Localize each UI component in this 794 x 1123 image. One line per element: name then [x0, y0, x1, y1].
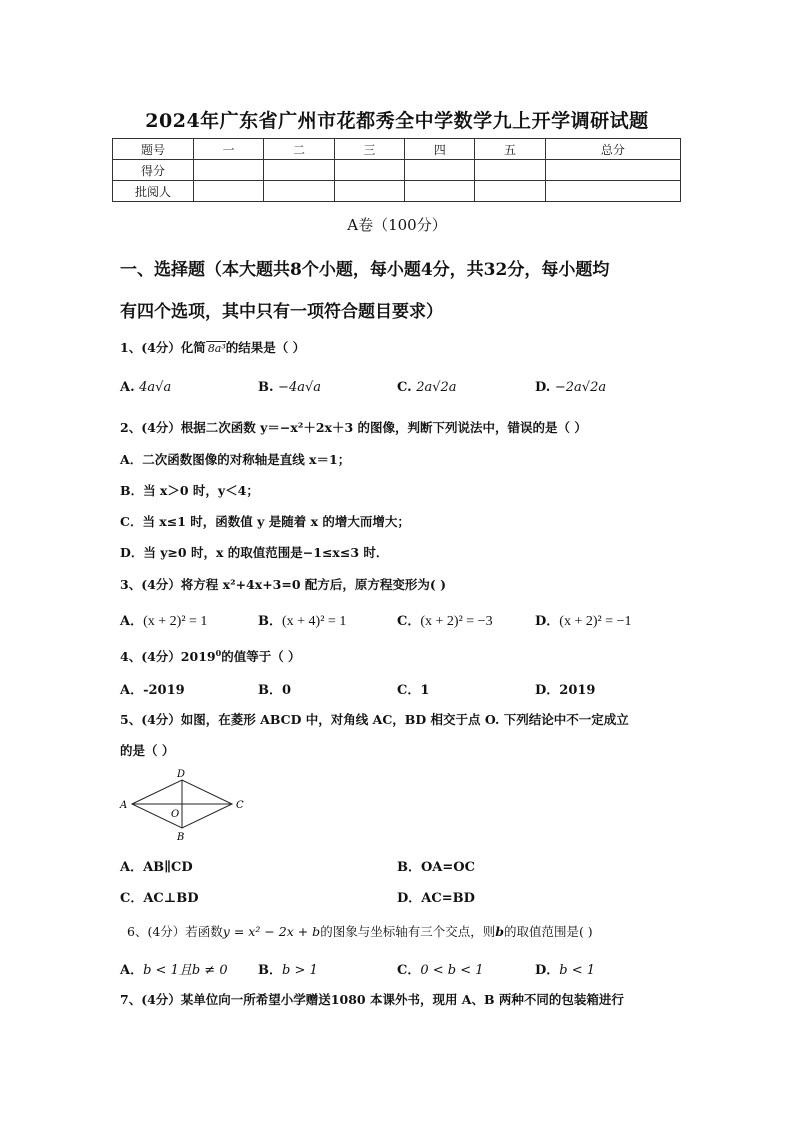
score-cell — [545, 160, 680, 181]
option-label: C． — [397, 614, 421, 629]
q3-option-b — [258, 610, 346, 630]
score-cell — [405, 181, 475, 202]
option-value: b < 1且b ≠ 0 — [143, 963, 228, 978]
q3-option-d — [535, 610, 632, 630]
header-cell: 三 — [334, 139, 404, 160]
score-table-header-row — [113, 139, 681, 160]
section-a-heading: A卷（100分） — [347, 216, 447, 234]
q5-option-d: D．AC=BD — [397, 891, 475, 906]
q4-option-c: C．1 — [397, 683, 430, 698]
q4-stem-pre: 4、(4分）2019 — [120, 649, 216, 664]
score-row — [113, 160, 681, 181]
question-6-stem — [127, 922, 593, 940]
q4-stem-post: 的值等于（ ） — [221, 649, 301, 664]
q6-option-d — [535, 959, 595, 978]
option-label: B． — [258, 614, 282, 629]
option-value: (x + 4)² = 1 — [282, 614, 347, 629]
option-label: B． — [258, 963, 282, 978]
option-value: (x + 2)² = −1 — [559, 614, 632, 629]
score-cell — [264, 181, 334, 202]
option-value: −4a√a — [278, 380, 321, 395]
question-2-stem: 2、(4分）根据二次函数 y＝−x²＋2x＋3 的图像，判断下列说法中，错误的是（ ） — [120, 420, 587, 435]
q6-stem-pre: 6、(4分）若函数 — [127, 924, 223, 939]
header-cell: 二 — [264, 139, 334, 160]
q6-option-c — [397, 959, 484, 978]
part1-heading-line2: 有四个选项，其中只有一项符合题目要求） — [120, 302, 443, 322]
q4-option-a: A．-2019 — [120, 683, 185, 698]
q1-option-a — [120, 380, 171, 395]
q1-option-d — [535, 380, 606, 395]
question-5-stem-line1: 5、(4分）如图，在菱形 ABCD 中，对角线 AC，BD 相交于点 O. 下列结论中不一定成立 — [120, 712, 629, 727]
q3-option-a — [120, 610, 207, 630]
option-value: b > 1 — [282, 963, 318, 978]
question-4-stem — [120, 647, 301, 665]
q6-option-b — [258, 959, 318, 978]
score-cell — [475, 160, 545, 181]
q4-option-b: B．0 — [258, 683, 292, 698]
option-label: A． — [120, 963, 144, 978]
q1-option-b — [258, 380, 321, 395]
reviewer-row — [113, 181, 681, 202]
q2-option-a: A．二次函数图像的对称轴是直线 x＝1； — [120, 452, 351, 467]
question-3-stem: 3、(4分）将方程 x²+4x+3=0 配方后，原方程变形为( ) — [120, 577, 447, 592]
option-label: C. — [397, 380, 412, 395]
header-cell: 总分 — [545, 139, 680, 160]
score-cell — [405, 160, 475, 181]
question-1-stem — [120, 338, 305, 356]
q4-option-d: D．2019 — [535, 683, 596, 698]
q6-variable: b — [495, 924, 504, 939]
option-value: 0 < b < 1 — [420, 963, 484, 978]
center-label-o: O — [171, 809, 180, 820]
q1-radical: 8a³ — [207, 342, 226, 355]
vertex-label-b: B — [177, 832, 185, 843]
q5-option-c: C．AC⊥BD — [120, 891, 199, 906]
q2-option-c: C．当 x≤1 时，函数值 y 是随着 x 的增大而增大； — [120, 514, 410, 529]
option-value: b < 1 — [559, 963, 596, 978]
option-label: D. — [535, 380, 551, 395]
score-table — [112, 138, 681, 202]
option-label: C． — [397, 963, 421, 978]
q6-function: y = x² − 2x + b — [222, 924, 321, 939]
q6-stem-post: 的取值范围是( ) — [503, 924, 593, 939]
option-value: 2a√2a — [416, 380, 457, 395]
header-cell: 题号 — [113, 139, 194, 160]
score-cell — [194, 181, 264, 202]
q1-stem-text: 1、(4分）化简 — [120, 340, 206, 355]
q5-option-a: A．AB∥CD — [120, 860, 193, 875]
q2-option-d: D．当 y≥0 时，x 的取值范围是−1≤x≤3 时． — [120, 545, 389, 560]
q6-stem-mid: 的图象与坐标轴有三个交点，则 — [320, 924, 496, 939]
score-cell — [545, 181, 680, 202]
score-cell — [334, 160, 404, 181]
row-label: 批阅人 — [113, 181, 194, 202]
part1-heading-line1: 一、选择题（本大题共8个小题，每小题4分，共32分，每小题均 — [120, 260, 610, 280]
score-cell — [194, 160, 264, 181]
q2-option-b: B．当 x＞0 时，y＜4； — [120, 483, 259, 498]
score-cell — [475, 181, 545, 202]
header-cell: 五 — [475, 139, 545, 160]
option-label: D． — [535, 614, 560, 629]
q6-option-a — [120, 959, 228, 978]
option-value: 4a√a — [139, 380, 172, 395]
score-cell — [334, 181, 404, 202]
option-value: (x + 2)² = 1 — [143, 614, 208, 629]
q1-option-c — [397, 380, 457, 395]
option-label: D． — [535, 963, 560, 978]
question-5-stem-line2: 的是（ ） — [120, 743, 175, 758]
header-cell: 四 — [405, 139, 475, 160]
q4-exponent: 0 — [215, 647, 222, 658]
header-cell: 一 — [194, 139, 264, 160]
q5-option-b: B．OA=OC — [397, 860, 475, 875]
vertex-label-a: A — [120, 800, 128, 811]
q1-stem-end: 的结果是（ ） — [225, 340, 306, 355]
vertex-label-c: C — [236, 800, 244, 811]
option-label: A． — [120, 614, 144, 629]
question-7-stem: 7、(4分）某单位向一所希望小学赠送1080 本课外书，现用 A、B 两种不同的包装箱进行 — [120, 992, 624, 1007]
vertex-label-d: D — [177, 769, 186, 780]
exam-title: 2024年广东省广州市花都秀全中学数学九上开学调研试题 — [145, 110, 649, 132]
row-label: 得分 — [113, 160, 194, 181]
score-cell — [264, 160, 334, 181]
option-value: −2a√2a — [554, 380, 607, 395]
rhombus-figure — [116, 766, 256, 846]
option-value: (x + 2)² = −3 — [420, 614, 493, 629]
option-label: B. — [258, 380, 274, 395]
q3-option-c — [397, 610, 493, 630]
option-label: A. — [120, 380, 135, 395]
